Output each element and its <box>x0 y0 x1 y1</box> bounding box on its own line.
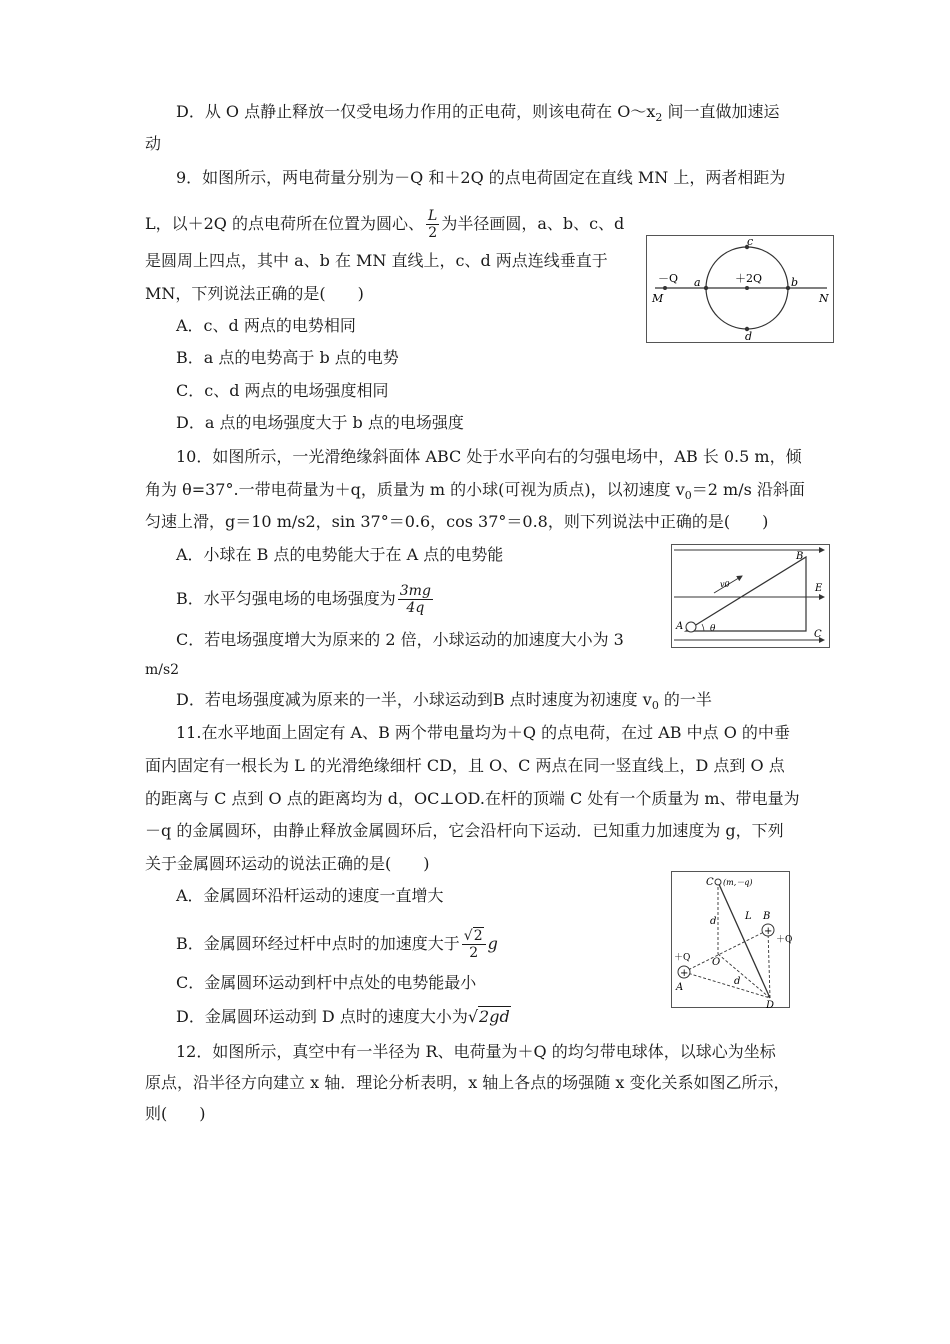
q10-option-b-fraction <box>398 583 433 616</box>
q11-stem-line-1: 11.在水平地面上固定有 A、B 两个带电量均为＋Q 的点电荷，在过 AB 中点 O 的中垂 <box>176 723 790 742</box>
charge-a-plus: + <box>680 968 689 979</box>
label-l: L <box>745 911 752 922</box>
q11-option-d-radicand: 2gd <box>479 1007 510 1026</box>
q11-option-b-fraction: $\frac{√2}{2}$ <box>462 928 486 961</box>
label-v0: v0 <box>720 580 730 589</box>
q11-stem-line-2: 面内固定有一根长为 L 的光滑绝缘细杆 CD，且 O、C 两点在同一竖直线上，D 点到 O 点 <box>145 756 785 775</box>
q9-stem-line-4: MN，下列说法正确的是( ) <box>145 284 364 303</box>
q10-option-c-cont: m/s2 <box>145 662 180 678</box>
q10-option-c: C．若电场强度增大为原来的 2 倍，小球运动的加速度大小为 3 <box>176 630 624 649</box>
q11-option-b-text: B．金属圆环经过杆中点时的加速度大于 <box>176 934 460 953</box>
label-d-horizontal: d <box>734 976 741 987</box>
q10-option-d <box>176 690 712 716</box>
q12-stem-line-2: 原点，沿半径方向建立 x 轴．理论分析表明，x 轴上各点的场强随 x 变化关系如图乙所示， <box>145 1073 790 1092</box>
label-c: C <box>814 629 822 640</box>
q12-stem-line-1: 12．如图所示，真空中有一半径为 R、电荷量为＋Q 的均匀带电球体，以球心为坐标 <box>176 1042 776 1061</box>
label-e: E <box>815 583 823 594</box>
label-b: B <box>763 911 771 922</box>
label-o: O <box>712 957 721 968</box>
label-qb: ＋Q <box>776 935 793 945</box>
label-m: M <box>652 292 664 305</box>
q11-option-d-text: D．金属圆环运动到 D 点时的速度大小为 <box>176 1007 468 1026</box>
q10-frac-den: 4q <box>406 600 425 616</box>
rod-cd <box>718 882 773 998</box>
ring <box>715 879 721 885</box>
label-c: c <box>747 235 754 248</box>
label-c: C <box>706 877 714 888</box>
negative-charge-dot <box>663 286 667 290</box>
q9-stem-2a: L，以＋2Q 的点电荷所在位置为圆心、 <box>145 214 425 233</box>
q8-option-d-sub: 2 <box>655 111 663 125</box>
q10-frac-num: 3mg <box>399 583 431 599</box>
q9-option-b: B．a 点的电势高于 b 点的电势 <box>176 348 399 367</box>
q9-option-d: D．a 点的电场强度大于 b 点的电场强度 <box>176 413 464 432</box>
q11-stem-line-3: 的距离与 C 点到 O 点的距离均为 d，OC⊥OD.在杆的顶端 C 处有一个质量为 m、带电量为 <box>145 789 800 808</box>
center-charge-dot <box>745 286 749 290</box>
q9-fraction <box>426 208 439 241</box>
od-dashed <box>718 954 770 998</box>
q11-option-b-g: g <box>487 934 498 953</box>
q11-stem-line-5: 关于金属圆环运动的说法正确的是( ) <box>145 854 430 873</box>
ball <box>686 622 696 632</box>
label-a: a <box>694 276 701 289</box>
q10-option-d-text-2: 的一半 <box>658 690 712 709</box>
q8-option-d-cont: 动 <box>145 134 162 153</box>
q10-stem-2a: 角为 θ=37°.一带电荷量为＋q，质量为 m 的小球(可视为质点)，以初速度 v <box>145 480 685 499</box>
q10-option-b <box>176 583 435 616</box>
charge-b-plus: + <box>764 926 773 937</box>
label-a: A <box>676 982 684 993</box>
q9-frac-num: L <box>428 208 438 224</box>
point-b-dot <box>786 286 790 290</box>
label-a: A <box>676 621 684 632</box>
q9-option-a: A．c、d 两点的电势相同 <box>176 316 356 335</box>
label-b: B <box>796 551 804 562</box>
q8-option-d-text: D．从 O 点静止释放一仅受电场力作用的正电荷，则该电荷在 O～x <box>176 102 656 121</box>
q12-stem-line-3: 则( ) <box>145 1104 206 1123</box>
q9-stem-line-3: 是圆周上四点，其中 a、b 在 MN 直线上，c、d 两点连线垂直于 <box>145 251 608 270</box>
ad-dashed <box>684 972 770 998</box>
point-a-dot <box>704 286 708 290</box>
q10-stem-line-3: 匀速上滑，g＝10 m/s2，sin 37°＝0.6，cos 37°＝0.8，则下列说法中正确的是( ) <box>145 512 769 531</box>
q11-frac-num: 2 <box>473 928 483 944</box>
q10-stem-2-sub: 0 <box>684 489 692 503</box>
label-pos-2q: ＋2Q <box>735 272 763 285</box>
q11-option-b <box>176 928 498 961</box>
q10-option-b-text: B．水平匀强电场的电场强度为 <box>176 589 396 608</box>
label-d: d <box>745 330 753 343</box>
q10-option-d-text: D．若电场强度减为原来的一半，小球运动到B 点时速度为初速度 v <box>176 690 652 709</box>
q9-frac-den: 2 <box>428 225 438 241</box>
q10-option-d-sub: 0 <box>651 699 659 713</box>
label-neg-q: －Q <box>658 272 679 285</box>
q9-stem-line-2 <box>145 208 624 241</box>
q10-stem-line-2 <box>145 480 805 506</box>
q11-option-d: D．金属圆环运动到 D 点时的速度大小为√2gd <box>176 1007 510 1026</box>
q8-option-d <box>176 102 779 128</box>
label-n: N <box>819 292 829 305</box>
q11-option-c: C．金属圆环运动到杆中点处的电势能最小 <box>176 973 477 992</box>
q11-option-a: A．金属圆环沿杆运动的速度一直增大 <box>176 886 444 905</box>
q9-stem-2b: 为半径画圆，a、b、c、d <box>441 214 625 233</box>
q9-option-c: C．c、d 两点的电场强度相同 <box>176 381 389 400</box>
q8-option-d-text-2: 间一直做加速运 <box>662 102 780 121</box>
q10-option-a: A．小球在 B 点的电势能大于在 A 点的电势能 <box>176 545 504 564</box>
q10-incline-figure <box>671 544 830 648</box>
q9-stem-line-1: 9．如图所示，两电荷量分别为－Q 和＋2Q 的点电荷固定在直线 MN 上，两者相距为 <box>176 168 786 187</box>
label-theta: θ <box>710 624 716 634</box>
bd-dashed <box>768 930 770 998</box>
q11-stem-line-4: －q 的金属圆环，由静止释放金属圆环后，它会沿杆向下运动．已知重力加速度为 g，下列 <box>145 821 784 840</box>
q9-circle-figure <box>646 235 834 343</box>
label-d: D <box>766 1000 775 1011</box>
label-d-vertical: d <box>710 916 717 927</box>
incline-triangle <box>686 557 806 631</box>
q10-stem-2b: ＝2 m/s 沿斜面 <box>691 480 805 499</box>
label-b: b <box>791 276 799 289</box>
q10-stem-line-1: 10．如图所示，一光滑绝缘斜面体 ABC 处于水平向右的匀强电场中，AB 长 0.5 m，倾 <box>176 447 802 466</box>
label-c-note: (m,－q) <box>723 878 753 887</box>
q11-frac-den: 2 <box>469 945 479 961</box>
q11-rod-figure <box>671 871 793 1011</box>
theta-arc <box>702 624 704 631</box>
label-qa: ＋Q <box>674 953 691 963</box>
